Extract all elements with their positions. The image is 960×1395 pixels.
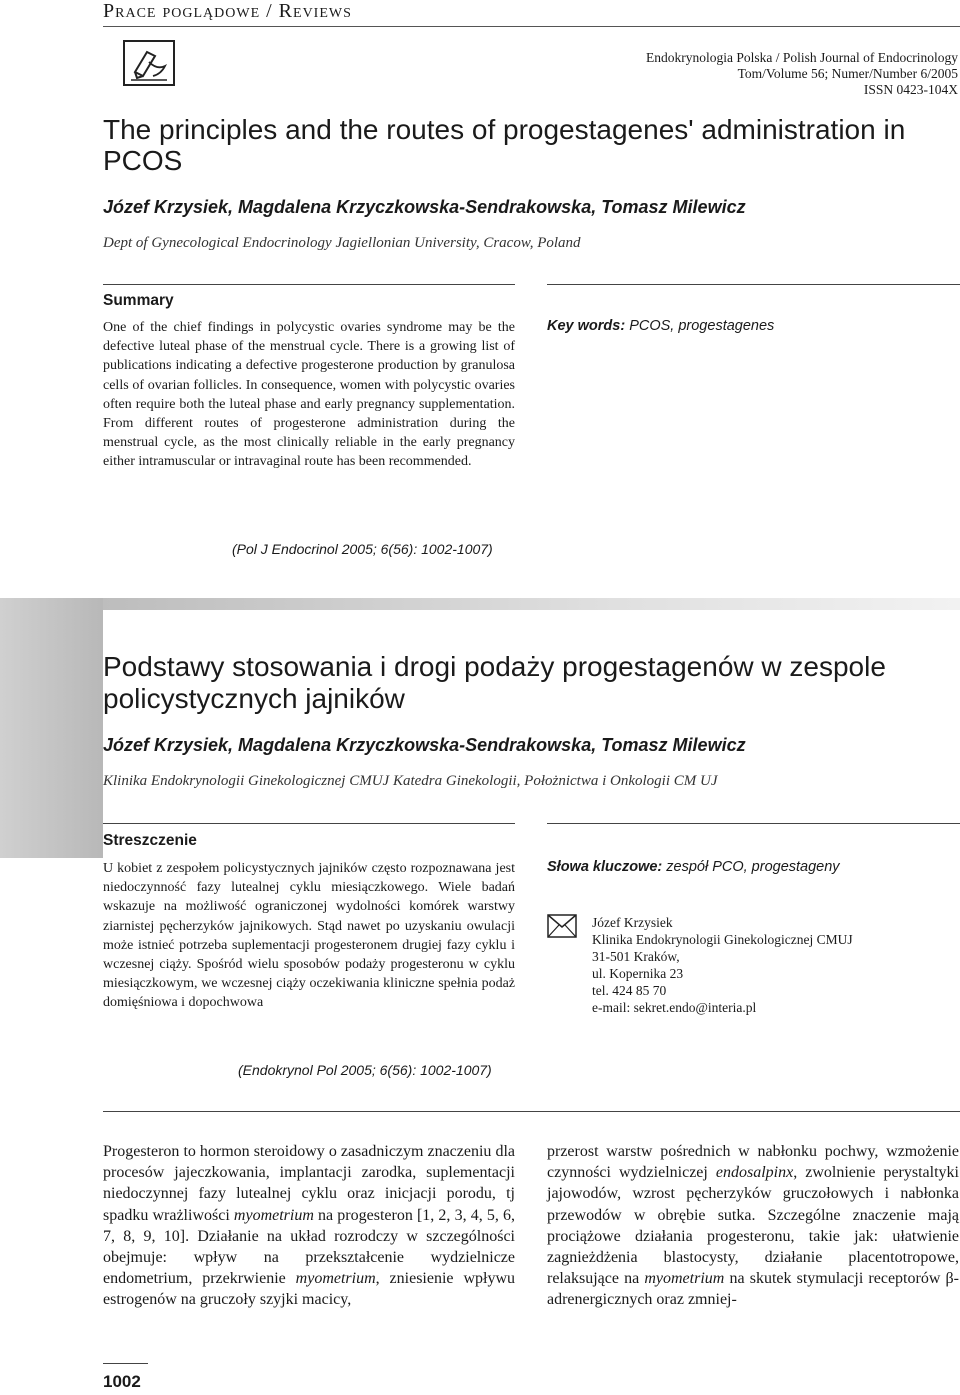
citation-en: (Pol J Endocrinol 2005; 6(56): 1002-1007)	[232, 541, 493, 557]
journal-name: Endokrynologia Polska / Polish Journal of Endocrinology	[646, 50, 958, 65]
keywords-rule	[547, 284, 960, 285]
summary-heading: Summary	[103, 292, 174, 309]
journal-volume: Tom/Volume 56; Numer/Number 6/2005	[737, 66, 958, 81]
citation-pl: (Endokrynol Pol 2005; 6(56): 1002-1007)	[238, 1062, 492, 1078]
corr-postal: 31-501 Kraków,	[592, 949, 680, 964]
body-column-2: przerost warstw pośrednich w nabłonku pochwy, wzmożenie czynności wydzielniczej endosalpinx, zwolnienie perystaltyki jajowodów, wzrost pęcherzyków gruczołowych i nabłonka przewodów w obrębie sutka. Szczególne znaczenie mają prociążowe działania progesteronu, takie jak: ułatwienie zagnieżdżenia blastocysty, działanie placentotropowe, relaksujące na myometrium na skutek stymulacji receptorów β-adrenergicznych oraz zmniej-	[547, 1143, 959, 1309]
corr-name: Józef Krzysiek	[592, 915, 673, 930]
keywords-pl	[547, 859, 840, 875]
body-rule	[103, 1111, 960, 1112]
keywords-label: Key words:	[547, 318, 626, 334]
authors-en: Józef Krzysiek, Magdalena Krzyczkowska-Sendrakowska, Tomasz Milewicz	[103, 197, 746, 217]
corr-phone: tel. 424 85 70	[592, 983, 667, 998]
journal-issn: ISSN 0423-104X	[863, 82, 958, 97]
keywords-value: PCOS, progestagenes	[629, 318, 775, 334]
journal-logo-icon	[123, 40, 175, 86]
myometrium-term: myometrium	[644, 1270, 725, 1288]
section-tag: Prace poglądowe / Reviews	[103, 0, 352, 22]
endosalpinx-term: endosalpinx	[715, 1164, 794, 1182]
myometrium-term: myometrium	[295, 1270, 376, 1288]
body-column-1: Progesteron to hormon steroidowy o zasadniczym znaczeniu dla procesów jajeczkowania, implantacji zarodka, suplementacji niedoczynnej fazy lutealnej cyklu oraz inicjacji porodu, tj spadku wrażliwości myometrium na progesteron [1, 2, 3, 4, 5, 6, 7, 8, 9, 10]. Działanie na układ rozrodczy w szczególności obejmuje: wpływ na przekształcenie wydzielnicze endometrium, przekrwienie myometrium, zniesienie wpływu estrogenów na gruczoły szyjki macicy,	[103, 1143, 515, 1309]
streszczenie-heading: Streszczenie	[103, 832, 197, 849]
envelope-icon	[547, 914, 577, 938]
summary-text: One of the chief findings in polycystic ovaries syndrome may be the defective luteal phase of the menstrual cycle. There is a growing list of publications indicating a defective progesterone production by granulosa cells of ovarian follicles. In consequence, women with polycystic ovaries often require both the luteal phase and early pregnancy supplementation. From different routes of progesterone administration during the menstrual cycle, as the most clinically reliable in the early pregnancy either intramuscular or intravaginal route has been recommended.	[103, 320, 515, 470]
correspondence	[592, 914, 853, 1016]
keywords-en	[547, 318, 774, 334]
corr-email[interactable]: e-mail: sekret.endo@interia.pl	[592, 1000, 757, 1015]
authors-pl: Józef Krzysiek, Magdalena Krzyczkowska-Sendrakowska, Tomasz Milewicz	[103, 735, 746, 755]
page-number-rule	[103, 1363, 148, 1364]
keywords-label-pl: Słowa kluczowe:	[547, 859, 663, 875]
streszczenie-text: U kobiet z zespołem policystycznych jajników często rozpoznawana jest niedoczynność fazy lutealnej cyklu miesiączkowego. Wiele badań wskazuje na możliwość ograniczonej wydolności komórek warstwy ziarnistej pęcherzyków jajnikowych. Stąd nawet po uzyskaniu owulacji może istnieć potrzeba suplementacji progesteronem drugiej fazy cyklu i wczesnej ciąży. Spośród wielu sposobów podaży progesteronu w cyklu miesiączkowym, we wczesnej ciąży oczekiwania kliniczne spełnia podaż domięśniowa i dopochwowa	[103, 861, 515, 1011]
keywords-value-pl: zespół PCO, progestageny	[666, 859, 840, 875]
affiliation-en: Dept of Gynecological Endocrinology Jagiellonian University, Cracow, Poland	[103, 235, 581, 251]
slowa-rule	[547, 823, 960, 824]
summary-rule	[103, 284, 515, 285]
page-number: 1002	[103, 1372, 141, 1391]
affiliation-pl: Klinika Endokrynologii Ginekologicznej CMUJ Katedra Ginekologii, Położnictwa i Onkologii CM UJ	[103, 773, 718, 789]
corr-dept: Klinika Endokrynologii Ginekologicznej CMUJ	[592, 932, 853, 947]
journal-info	[646, 50, 958, 98]
divider-bar	[103, 598, 960, 610]
header-rule	[103, 26, 960, 27]
streszczenie-rule	[103, 823, 515, 824]
myometrium-term: myometrium	[233, 1206, 314, 1224]
corr-street: ul. Kopernika 23	[592, 966, 684, 981]
article-title-en: The principles and the routes of progestagenes' administration in PCOS	[103, 114, 906, 176]
side-gray-block	[0, 598, 103, 858]
article-title-pl: Podstawy stosowania i drogi podaży progestagenów w zespole policystycznych jajników	[103, 651, 886, 714]
